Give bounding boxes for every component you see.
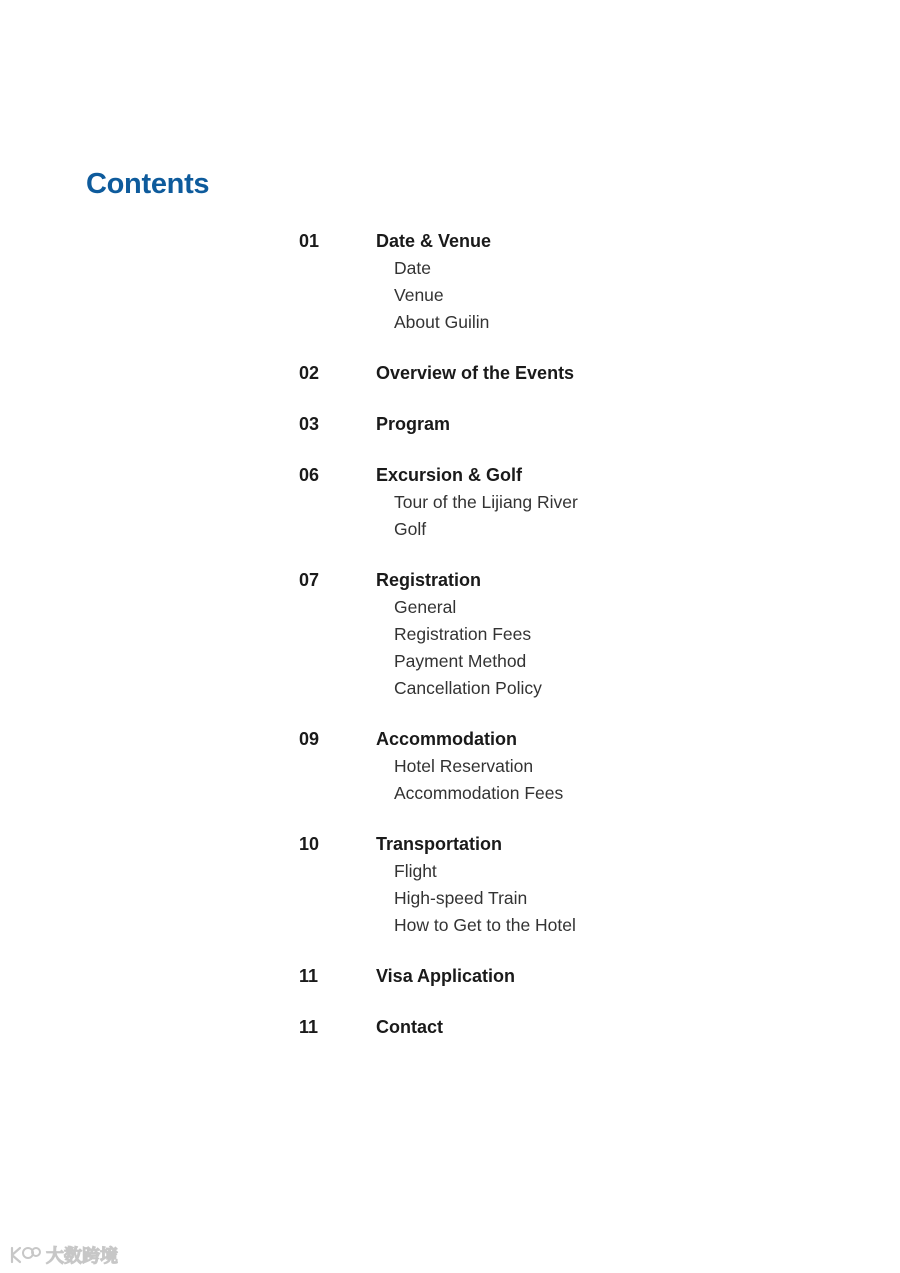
toc-page-number: 06	[299, 465, 320, 485]
toc-heading: Registration	[376, 570, 482, 590]
watermark	[8, 1242, 118, 1268]
toc-sub-list	[299, 255, 719, 336]
toc-sub-item[interactable]: How to Get to the Hotel	[394, 915, 576, 935]
toc-page-number: 03	[299, 414, 320, 434]
toc-sub-list	[299, 489, 719, 543]
toc-entry[interactable]	[299, 228, 719, 255]
toc-page-number: 07	[299, 570, 320, 590]
toc-page-number: 11	[299, 966, 319, 986]
toc-page-number: 02	[299, 363, 320, 383]
toc-entry[interactable]	[299, 360, 719, 387]
toc-heading: Visa Application	[376, 966, 516, 986]
toc-sub-item[interactable]: General	[394, 597, 457, 617]
watermark-text: 大数跨境	[46, 1246, 118, 1267]
toc-entry[interactable]	[299, 411, 719, 438]
page-title: Contents	[86, 168, 210, 200]
toc-section	[299, 963, 719, 990]
toc-heading: Overview of the Events	[376, 363, 575, 383]
toc-entry[interactable]	[299, 1014, 719, 1041]
toc-entry[interactable]	[299, 963, 719, 990]
toc-sub-item[interactable]: Hotel Reservation	[394, 756, 534, 776]
toc-section	[299, 360, 719, 387]
toc-sub-item[interactable]: Date	[394, 258, 431, 278]
toc-entry[interactable]	[299, 567, 719, 594]
toc-entry[interactable]	[299, 726, 719, 753]
toc-sub-item[interactable]: Venue	[394, 285, 444, 305]
toc-sub-item[interactable]: Cancellation Policy	[394, 678, 542, 698]
toc-sub-item[interactable]: Accommodation Fees	[394, 783, 564, 803]
toc-heading: Accommodation	[376, 729, 518, 749]
toc-sub-item[interactable]: Tour of the Lijiang River	[394, 492, 578, 512]
toc-sub-item[interactable]: Registration Fees	[394, 624, 532, 644]
toc-heading: Excursion & Golf	[376, 465, 523, 485]
toc-sub-item[interactable]: High-speed Train	[394, 888, 528, 908]
toc-sub-list	[299, 594, 719, 702]
toc-page-number: 01	[299, 231, 320, 251]
toc-section	[299, 726, 719, 807]
toc-section	[299, 411, 719, 438]
toc-section	[299, 1014, 719, 1041]
toc-sub-item[interactable]: Payment Method	[394, 651, 527, 671]
toc-heading: Contact	[376, 1017, 443, 1037]
toc-page-number: 11	[299, 1017, 319, 1037]
toc-section	[299, 567, 719, 702]
toc-sub-item[interactable]: About Guilin	[394, 312, 490, 332]
toc-sub-item[interactable]: Flight	[394, 861, 437, 881]
table-of-contents	[299, 228, 719, 1065]
toc-section	[299, 831, 719, 939]
toc-section	[299, 228, 719, 336]
toc-page-number: 09	[299, 729, 320, 749]
toc-sub-list	[299, 858, 719, 939]
toc-heading: Transportation	[376, 834, 503, 854]
toc-heading: Date & Venue	[376, 231, 492, 251]
toc-sub-list	[299, 753, 719, 807]
watermark-logo-icon	[8, 1244, 42, 1266]
toc-page-number: 10	[299, 834, 320, 854]
toc-sub-item[interactable]: Golf	[394, 519, 427, 539]
toc-section	[299, 462, 719, 543]
toc-entry[interactable]	[299, 462, 719, 489]
toc-heading: Program	[376, 414, 451, 434]
toc-entry[interactable]	[299, 831, 719, 858]
